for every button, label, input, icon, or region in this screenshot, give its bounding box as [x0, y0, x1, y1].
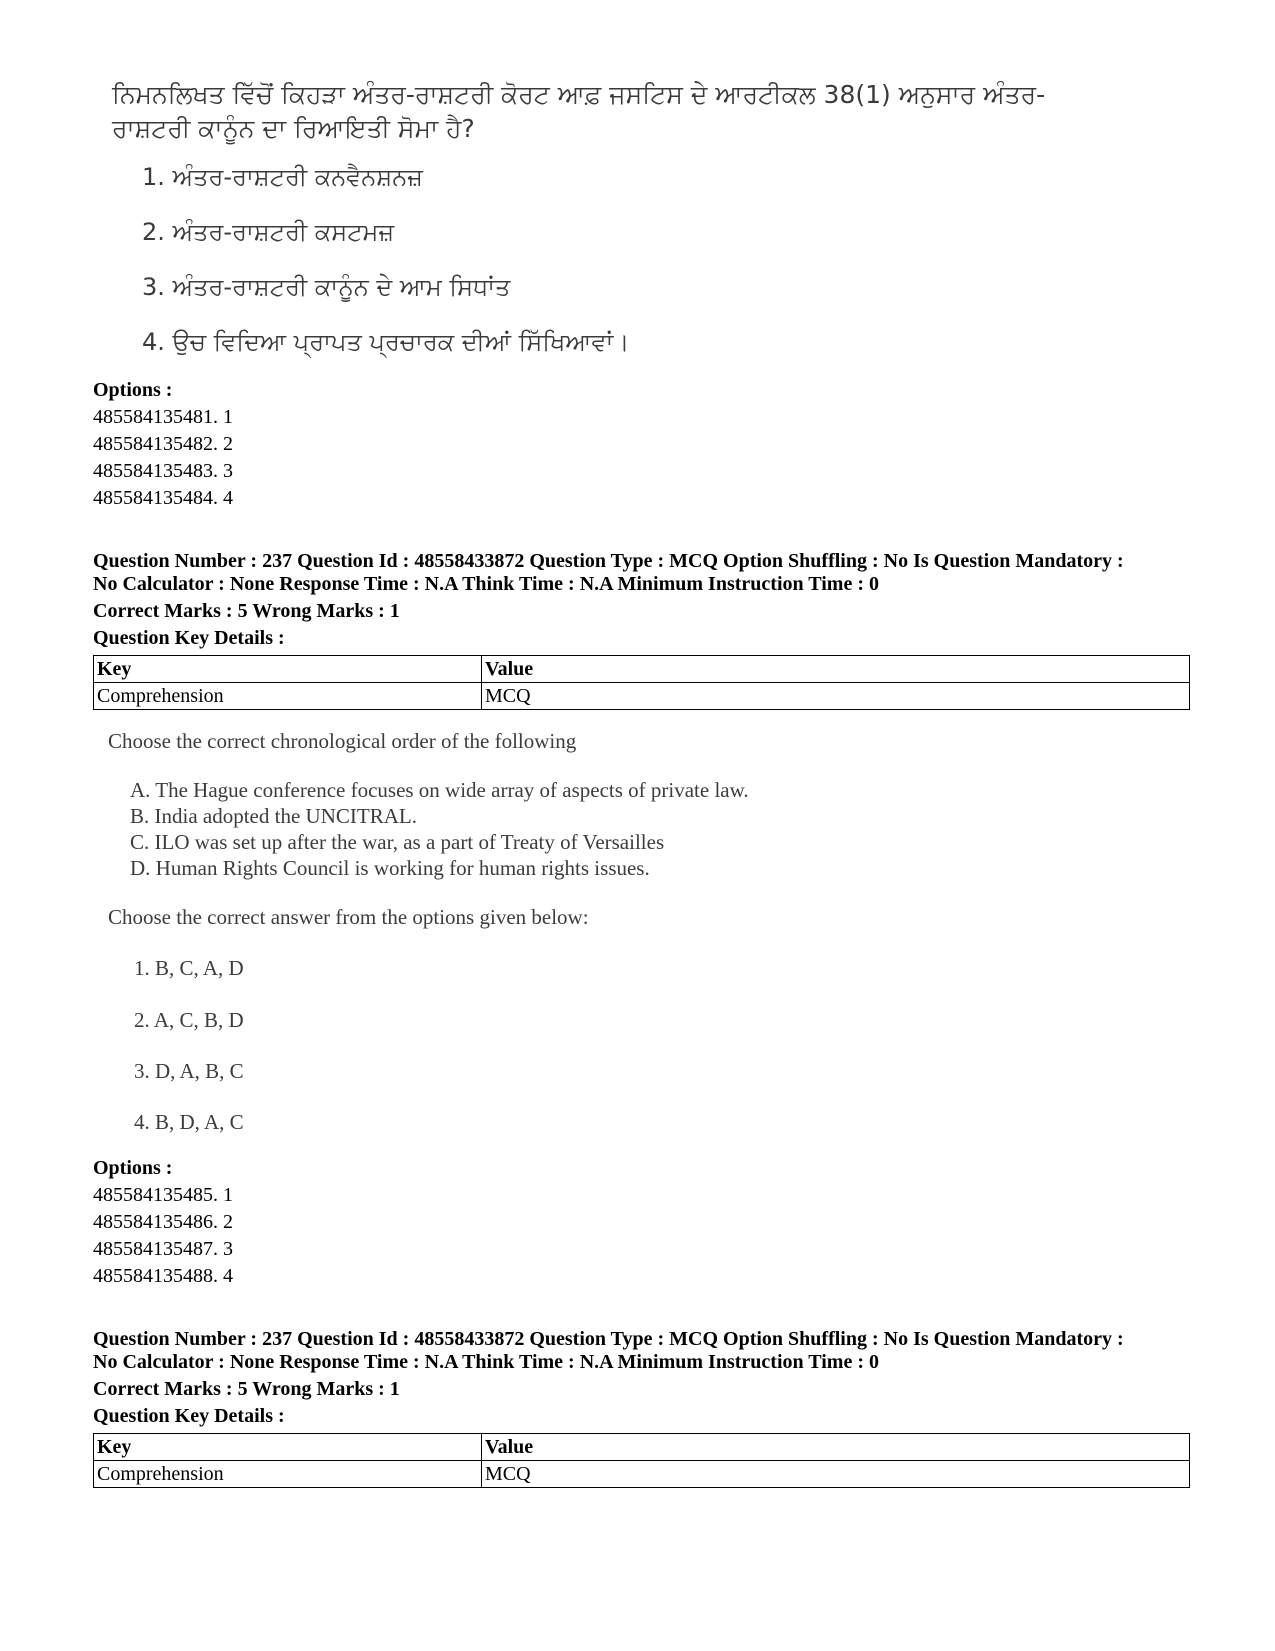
- marks-line: Correct Marks : 5 Wrong Marks : 1: [93, 1378, 400, 1400]
- table-cell-value: MCQ: [482, 683, 1190, 710]
- key-details-heading: Question Key Details :: [93, 1405, 285, 1427]
- options-heading: Options :: [93, 379, 173, 401]
- option-line: 485584135488. 4: [93, 1265, 233, 1287]
- table-cell-value: MCQ: [482, 1461, 1190, 1488]
- option-line: 485584135487. 3: [93, 1238, 233, 1260]
- question-item-2: 2. ਅੰਤਰ-ਰਾਸ਼ਟਰੀ ਕਸਟਮਜ਼: [142, 218, 395, 246]
- option-line: 485584135484. 4: [93, 487, 233, 509]
- answer-instruction: Choose the correct answer from the options given below:: [108, 905, 589, 929]
- statement-c: C. ILO was set up after the war, as a part of Treaty of Versailles: [130, 830, 665, 854]
- statement-a: A. The Hague conference focuses on wide array of aspects of private law.: [130, 778, 749, 802]
- table-cell-key: Comprehension: [94, 683, 482, 710]
- choice-1: 1. B, C, A, D: [134, 956, 244, 980]
- table-header-key: Key: [94, 656, 482, 683]
- table-header-value: Value: [482, 656, 1190, 683]
- option-line: 485584135481. 1: [93, 406, 233, 428]
- statement-b: B. India adopted the UNCITRAL.: [130, 804, 417, 828]
- marks-line: Correct Marks : 5 Wrong Marks : 1: [93, 600, 400, 622]
- statement-d: D. Human Rights Council is working for human rights issues.: [130, 856, 650, 880]
- question-stem-english: Choose the correct chronological order of the following: [108, 729, 577, 753]
- choice-4: 4. B, D, A, C: [134, 1110, 244, 1134]
- options-heading: Options :: [93, 1157, 173, 1179]
- question-meta-line-2: No Calculator : None Response Time : N.A Think Time : N.A Minimum Instruction Time : 0: [93, 573, 879, 595]
- option-line: 485584135483. 3: [93, 460, 233, 482]
- choice-3: 3. D, A, B, C: [134, 1059, 244, 1083]
- question-item-1: 1. ਅੰਤਰ-ਰਾਸ਼ਟਰੀ ਕਨਵੈਨਸ਼ਨਜ਼: [142, 163, 423, 191]
- table-header-key: Key: [94, 1434, 482, 1461]
- question-item-4: 4. ਉਚ ਵਿਦਿਆ ਪ੍ਰਾਪਤ ਪ੍ਰਚਾਰਕ ਦੀਆਂ ਸਿੱਖਿਆਵਾਂ।: [142, 328, 630, 356]
- option-line: 485584135486. 2: [93, 1211, 233, 1233]
- question-meta-line-1: Question Number : 237 Question Id : 48558433872 Question Type : MCQ Option Shuffling : No Is Question Mandatory :: [93, 550, 1124, 572]
- table-header-value: Value: [482, 1434, 1190, 1461]
- table-cell-key: Comprehension: [94, 1461, 482, 1488]
- key-details-table: [93, 1433, 1190, 1488]
- option-line: 485584135482. 2: [93, 433, 233, 455]
- question-meta-line-2: No Calculator : None Response Time : N.A Think Time : N.A Minimum Instruction Time : 0: [93, 1351, 879, 1373]
- option-line: 485584135485. 1: [93, 1184, 233, 1206]
- key-details-heading: Question Key Details :: [93, 627, 285, 649]
- choice-2: 2. A, C, B, D: [134, 1008, 244, 1032]
- question-stem-punjabi: ਨਿਮਨਲਿਖਤ ਵਿੱਚੋਂ ਕਿਹੜਾ ਅੰਤਰ-ਰਾਸ਼ਟਰੀ ਕੋਰਟ ਆਫ਼ ਜਸਟਿਸ ਦੇ ਆਰਟੀਕਲ 38(1) ਅਨੁਸਾਰ ਅੰਤਰ-ਰਾਸ਼ਟਰੀ ਕਾਨੂੰਨ ਦਾ ਰਿਆਇਤੀ ਸੋਮਾ ਹੈ?: [112, 80, 1046, 143]
- question-item-3: 3. ਅੰਤਰ-ਰਾਸ਼ਟਰੀ ਕਾਨੂੰਨ ਦੇ ਆਮ ਸਿਧਾਂਤ: [142, 273, 511, 301]
- question-meta-line-1: Question Number : 237 Question Id : 48558433872 Question Type : MCQ Option Shuffling : No Is Question Mandatory :: [93, 1328, 1124, 1350]
- key-details-table: [93, 655, 1190, 710]
